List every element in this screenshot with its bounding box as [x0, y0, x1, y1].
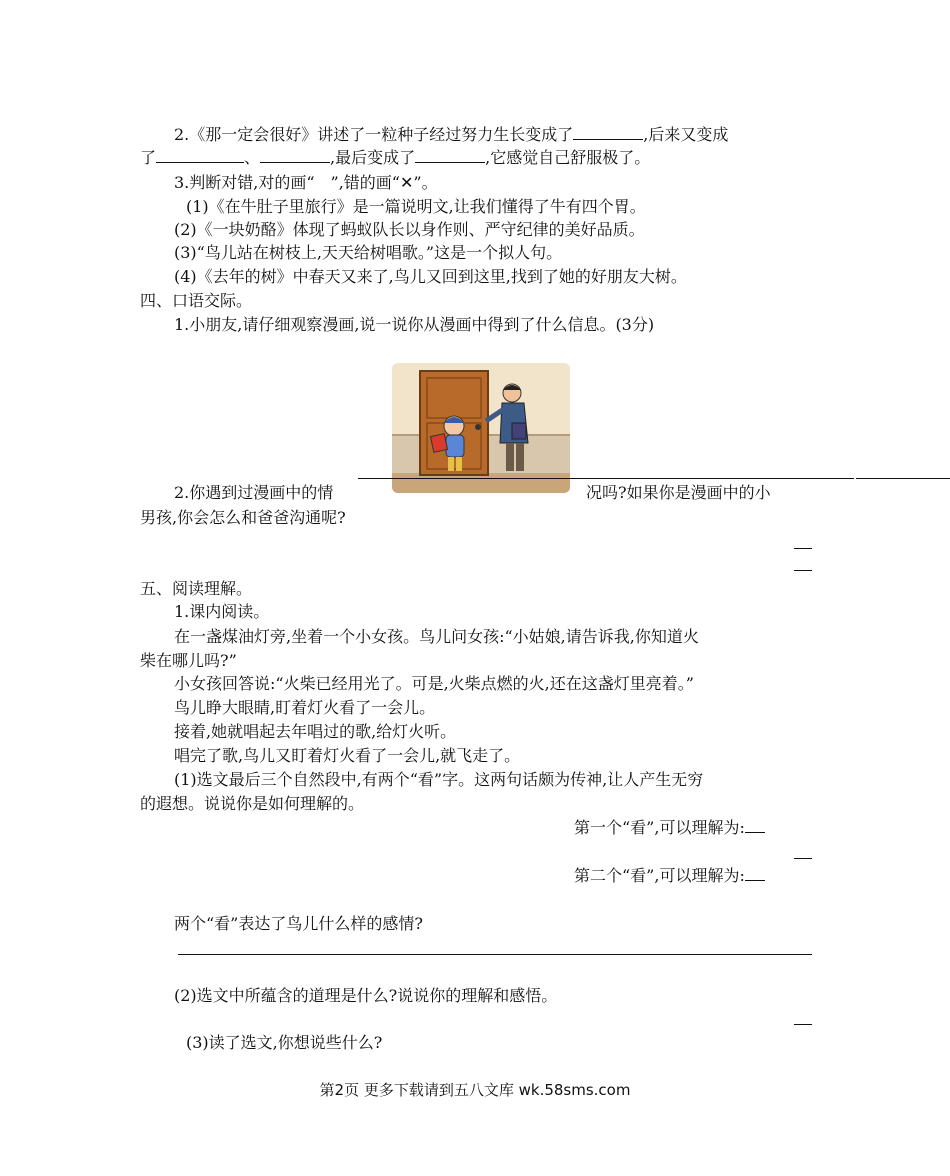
feeling-question: 两个“看”表达了鸟儿什么样的感情? — [174, 914, 423, 933]
fill-in-question-2-cont — [140, 147, 650, 169]
first-look-prompt — [574, 817, 765, 839]
answer-line[interactable] — [358, 478, 854, 479]
reading-question-2: (2)选文中所蕴含的道理是什么?说说你的理解和感悟。 — [174, 986, 558, 1005]
answer-line[interactable] — [856, 478, 950, 479]
answer-line[interactable] — [794, 858, 812, 859]
passage-paragraph-5: 唱完了歌,鸟儿又盯着灯火看了一会儿,就飞走了。 — [174, 746, 521, 765]
passage-paragraph-3: 鸟儿睁大眼睛,盯着灯火看了一会儿。 — [174, 698, 436, 717]
reading-question-1-cont: 的遐想。说说你是如何理解的。 — [140, 794, 365, 813]
answer-blank[interactable] — [260, 148, 330, 163]
question-text: ,它感觉自己舒服极了。 — [485, 148, 651, 167]
passage-paragraph-2: 小女孩回答说:“火柴已经用光了。可是,火柴点燃的火,还在这盏灯里亮着。” — [174, 674, 694, 693]
reading-question-1: (1)选文最后三个自然段中,有两个“看”字。这两句话颇为传神,让人产生无穷 — [174, 770, 704, 789]
answer-blank[interactable] — [745, 818, 765, 833]
reading-subheading: 1.课内阅读。 — [174, 602, 270, 621]
question-text: ,最后变成了 — [330, 148, 416, 167]
question-text: 了 — [140, 148, 157, 167]
question-text: 、 — [244, 148, 261, 167]
oral-question-2-part3: 男孩,你会怎么和爸爸沟通呢? — [140, 508, 346, 527]
comic-illustration — [392, 363, 570, 493]
oral-question-1: 1.小朋友,请仔细观察漫画,说一说你从漫画中得到了什么信息。(3分) — [174, 315, 655, 334]
question-text: ,后来又变成 — [643, 125, 729, 144]
answer-line[interactable] — [178, 954, 812, 955]
passage-paragraph-1: 在一盏煤油灯旁,坐着一个小女孩。鸟儿问女孩:“小姑娘,请告诉我,你知道火 — [174, 627, 699, 646]
passage-paragraph-4: 接着,她就唱起去年唱过的歌,给灯火听。 — [174, 722, 457, 741]
answer-blank[interactable] — [415, 148, 485, 163]
answer-line[interactable] — [794, 570, 812, 571]
fill-in-question-2 — [174, 124, 728, 146]
page-footer: 第2页 更多下载请到五八文库 wk.58sms.com — [319, 1081, 631, 1099]
answer-blank[interactable] — [156, 148, 244, 163]
answer-line[interactable] — [794, 548, 812, 549]
answer-blank[interactable] — [573, 125, 643, 140]
reading-question-3: (3)读了选文,你想说些什么? — [186, 1033, 383, 1052]
judge-item-3: (3)“鸟儿站在树枝上,天天给树唱歌。”这是一个拟人句。 — [174, 243, 563, 262]
answer-blank[interactable] — [745, 866, 765, 881]
judge-item-1: (1)《在牛肚子里旅行》是一篇说明文,让我们懂得了牛有四个胃。 — [186, 197, 646, 216]
section-4-heading: 四、口语交际。 — [140, 291, 253, 310]
passage-paragraph-1-cont: 柴在哪儿吗?” — [140, 651, 237, 670]
oral-question-2-part1: 2.你遇到过漫画中的情 — [174, 483, 334, 502]
second-look-prompt — [574, 865, 765, 887]
judge-item-2: (2)《一块奶酪》体现了蚂蚁队长以身作则、严守纪律的美好品质。 — [174, 220, 645, 239]
section-5-heading: 五、阅读理解。 — [140, 579, 253, 598]
judge-item-4: (4)《去年的树》中春天又来了,鸟儿又回到这里,找到了她的好朋友大树。 — [174, 267, 687, 286]
oral-question-2-part2: 况吗?如果你是漫画中的小 — [586, 483, 771, 502]
answer-line[interactable] — [794, 1024, 812, 1025]
prompt-text: 第二个“看”,可以理解为: — [574, 866, 745, 885]
judge-instruction: 3.判断对错,对的画“ ”,错的画“✕”。 — [174, 173, 438, 192]
question-text: 2.《那一定会很好》讲述了一粒种子经过努力生长变成了 — [174, 125, 574, 144]
prompt-text: 第一个“看”,可以理解为: — [574, 818, 745, 837]
